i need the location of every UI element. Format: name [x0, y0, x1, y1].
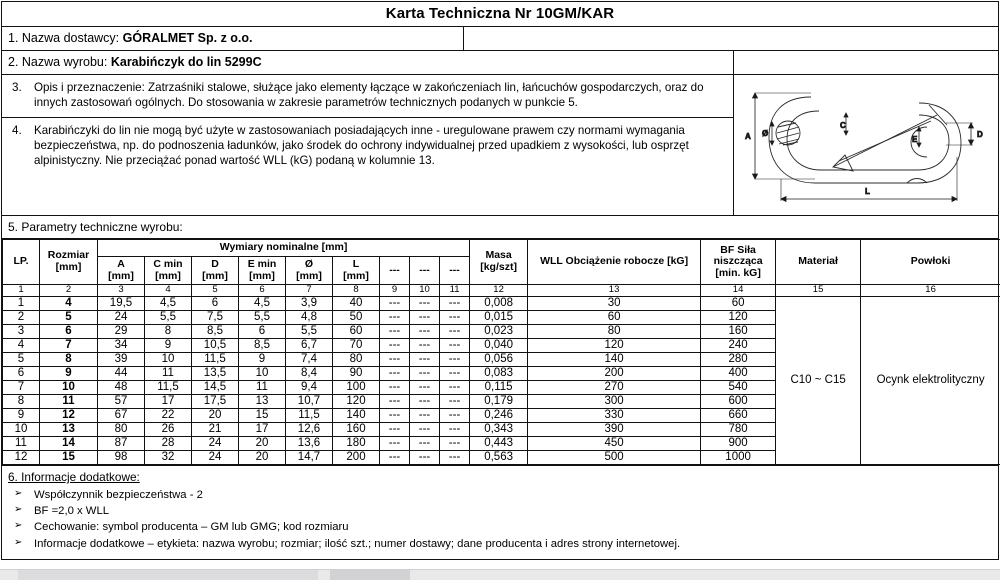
- colnum-5: 5: [192, 285, 239, 297]
- cell-d: 17,5: [192, 395, 239, 409]
- additional-info-section: [2, 465, 998, 558]
- parameters-table-body: [3, 297, 1000, 465]
- cell-wll: 60: [528, 311, 701, 325]
- additional-info-title: 6. Informacje dodatkowe:: [8, 470, 992, 484]
- cell-cmin: 4,5: [145, 297, 192, 311]
- cell-cmin: 22: [145, 409, 192, 423]
- supplier-value: GÓRALMET Sp. z o.o.: [123, 31, 253, 45]
- cell-bf: 600: [701, 395, 776, 409]
- cell-l: 70: [333, 339, 380, 353]
- header-l-line1: L: [334, 259, 378, 271]
- cell-emin: 4,5: [239, 297, 286, 311]
- cell-bf: 120: [701, 311, 776, 325]
- header-diameter-line2: [mm]: [287, 271, 331, 283]
- cell-cmin: 17: [145, 395, 192, 409]
- header-blank-11: ---: [440, 256, 470, 285]
- product-empty-cell: [734, 51, 998, 74]
- cell-emin: 5,5: [239, 311, 286, 325]
- cell-diameter: 10,7: [286, 395, 333, 409]
- description-number-3: 3.: [8, 80, 34, 111]
- cell-cmin: 8: [145, 325, 192, 339]
- taskbar-segment-2[interactable]: [330, 570, 410, 580]
- product-value: Karabińczyk do lin 5299C: [111, 55, 262, 69]
- supplier-cell: [2, 27, 464, 50]
- colnum-15: 15: [776, 285, 861, 297]
- cell-size: 5: [40, 311, 98, 325]
- cell-lp: 7: [3, 381, 40, 395]
- cell-diameter: 9,4: [286, 381, 333, 395]
- dim-label-D: D: [977, 130, 983, 139]
- cell-a: 44: [98, 367, 145, 381]
- cell-coating: Ocynk elektrolityczny: [861, 297, 1000, 465]
- cell-mass: 0,443: [470, 437, 528, 451]
- cell-emin: 13: [239, 395, 286, 409]
- cell-emin: 17: [239, 423, 286, 437]
- colnum-12: 12: [470, 285, 528, 297]
- cell-size: 14: [40, 437, 98, 451]
- cell-diameter: 6,7: [286, 339, 333, 353]
- cell-diameter: 8,4: [286, 367, 333, 381]
- cell-mass: 0,015: [470, 311, 528, 325]
- cell-blank11: ---: [440, 311, 470, 325]
- page-title: Karta Techniczna Nr 10GM/KAR: [2, 2, 998, 27]
- cell-l: 60: [333, 325, 380, 339]
- cell-emin: 20: [239, 451, 286, 465]
- cell-mass: 0,246: [470, 409, 528, 423]
- cell-cmin: 28: [145, 437, 192, 451]
- cell-wll: 200: [528, 367, 701, 381]
- cell-d: 24: [192, 437, 239, 451]
- header-diameter-line1: Ø: [287, 259, 331, 271]
- header-emin-line1: E min: [240, 259, 284, 271]
- header-blank-9: ---: [380, 256, 410, 285]
- cell-mass: 0,040: [470, 339, 528, 353]
- header-cmin-line1: C min: [146, 259, 190, 271]
- cell-a: 87: [98, 437, 145, 451]
- header-cmin-line2: [mm]: [146, 271, 190, 283]
- bullet-arrow-icon-2: ➢: [8, 504, 34, 518]
- colnum-13: 13: [528, 285, 701, 297]
- cell-blank11: ---: [440, 353, 470, 367]
- header-lp: LP.: [3, 240, 40, 285]
- cell-wll: 80: [528, 325, 701, 339]
- cell-size: 9: [40, 367, 98, 381]
- cell-blank9: ---: [380, 339, 410, 353]
- additional-info-item-3: [8, 520, 992, 534]
- colnum-4: 4: [145, 285, 192, 297]
- cell-size: 10: [40, 381, 98, 395]
- cell-mass: 0,115: [470, 381, 528, 395]
- snap-hook-technical-drawing-icon: [741, 75, 991, 215]
- cell-size: 13: [40, 423, 98, 437]
- header-size-line1: Rozmiar: [41, 250, 96, 262]
- cell-mass: 0,343: [470, 423, 528, 437]
- cell-cmin: 5,5: [145, 311, 192, 325]
- colnum-7: 7: [286, 285, 333, 297]
- cell-lp: 10: [3, 423, 40, 437]
- header-bf-line1: BF Siła: [702, 245, 774, 257]
- cell-blank10: ---: [410, 409, 440, 423]
- header-a-line2: [mm]: [99, 271, 143, 283]
- additional-info-item-1: [8, 488, 992, 502]
- cell-material: C10 ~ C15: [776, 297, 861, 465]
- cell-bf: 540: [701, 381, 776, 395]
- bullet-arrow-icon-3: ➢: [8, 520, 34, 534]
- cell-lp: 2: [3, 311, 40, 325]
- additional-info-text-4: Informacje dodatkowe – etykieta: nazwa wyrobu; rozmiar; ilość szt.; numer dostawy; dane producenta i adres strony internetowej.: [34, 537, 992, 551]
- cell-mass: 0,083: [470, 367, 528, 381]
- table-row: [3, 297, 1000, 311]
- cell-mass: 0,008: [470, 297, 528, 311]
- cell-bf: 900: [701, 437, 776, 451]
- header-emin-line2: [mm]: [240, 271, 284, 283]
- header-a-line1: A: [99, 259, 143, 271]
- cell-blank9: ---: [380, 409, 410, 423]
- cell-cmin: 9: [145, 339, 192, 353]
- cell-blank11: ---: [440, 325, 470, 339]
- cell-a: 39: [98, 353, 145, 367]
- cell-blank10: ---: [410, 325, 440, 339]
- drawing-column: [734, 75, 998, 215]
- dim-label-A: A: [745, 132, 751, 141]
- header-size: [40, 240, 98, 285]
- cell-wll: 270: [528, 381, 701, 395]
- description-text-4: Karabińczyki do lin nie mogą być użyte w zastosowaniach posiadających inne - uregulowane prawem czy normami wymagania bezpieczeństwa, np. do podnoszenia ładunków, jako środek do ochrony indywidualnej przed upadkiem z wysokości, lub osprzęt alpinistyczny. Nie przeciążać ponad wartość WLL (kG) podaną w kolumnie 13.: [34, 123, 725, 169]
- cell-l: 120: [333, 395, 380, 409]
- cell-emin: 11: [239, 381, 286, 395]
- cell-blank11: ---: [440, 339, 470, 353]
- cell-l: 50: [333, 311, 380, 325]
- cell-lp: 3: [3, 325, 40, 339]
- cell-blank10: ---: [410, 381, 440, 395]
- cell-a: 34: [98, 339, 145, 353]
- additional-info-item-2: [8, 504, 992, 518]
- cell-diameter: 14,7: [286, 451, 333, 465]
- additional-info-text-3: Cechowanie: symbol producenta – GM lub GMG; kod rozmiaru: [34, 520, 992, 534]
- table-column-number-row: [3, 285, 1000, 297]
- header-a: [98, 256, 145, 285]
- colnum-9: 9: [380, 285, 410, 297]
- header-diameter: [286, 256, 333, 285]
- cell-blank10: ---: [410, 311, 440, 325]
- colnum-1: 1: [3, 285, 40, 297]
- cell-blank11: ---: [440, 451, 470, 465]
- cell-emin: 6: [239, 325, 286, 339]
- cell-emin: 9: [239, 353, 286, 367]
- colnum-16: 16: [861, 285, 1000, 297]
- cell-a: 24: [98, 311, 145, 325]
- cell-a: 29: [98, 325, 145, 339]
- cell-a: 57: [98, 395, 145, 409]
- cell-blank9: ---: [380, 325, 410, 339]
- cell-lp: 5: [3, 353, 40, 367]
- cell-mass: 0,023: [470, 325, 528, 339]
- cell-cmin: 32: [145, 451, 192, 465]
- supplier-row: [2, 27, 998, 51]
- cell-wll: 500: [528, 451, 701, 465]
- cell-blank9: ---: [380, 437, 410, 451]
- cell-diameter: 3,9: [286, 297, 333, 311]
- cell-wll: 330: [528, 409, 701, 423]
- taskbar-segment-1[interactable]: [18, 570, 318, 580]
- cell-blank10: ---: [410, 423, 440, 437]
- cell-cmin: 26: [145, 423, 192, 437]
- colnum-6: 6: [239, 285, 286, 297]
- cell-d: 7,5: [192, 311, 239, 325]
- cell-wll: 30: [528, 297, 701, 311]
- colnum-8: 8: [333, 285, 380, 297]
- cell-blank11: ---: [440, 381, 470, 395]
- additional-info-text-1: Współczynnik bezpieczeństwa - 2: [34, 488, 992, 502]
- parameters-section-label: 5. Parametry techniczne wyrobu:: [2, 216, 998, 239]
- bullet-arrow-icon-1: ➢: [8, 488, 34, 502]
- header-blank-10: ---: [410, 256, 440, 285]
- description-text-3: Opis i przeznaczenie: Zatrzaśniki stalowe, służące jako elementy łączące w zakończeniach lin, łańcuchów gospodarczych, oraz do innych zastosowań ogólnych. Do stosowania w zakresie parametrów technicznych podanych w punkcie 5.: [34, 80, 725, 111]
- header-d-line1: D: [193, 259, 237, 271]
- cell-blank9: ---: [380, 395, 410, 409]
- cell-bf: 1000: [701, 451, 776, 465]
- header-group-nominal-dims: Wymiary nominalne [mm]: [98, 240, 470, 257]
- cell-blank9: ---: [380, 381, 410, 395]
- cell-mass: 0,179: [470, 395, 528, 409]
- header-mass-line1: Masa: [471, 250, 526, 262]
- cell-lp: 8: [3, 395, 40, 409]
- cell-size: 6: [40, 325, 98, 339]
- cell-wll: 300: [528, 395, 701, 409]
- cell-blank10: ---: [410, 353, 440, 367]
- cell-blank10: ---: [410, 367, 440, 381]
- cell-lp: 12: [3, 451, 40, 465]
- cell-lp: 9: [3, 409, 40, 423]
- cell-wll: 140: [528, 353, 701, 367]
- description-item-4: [2, 118, 733, 175]
- cell-l: 140: [333, 409, 380, 423]
- cell-bf: 60: [701, 297, 776, 311]
- cell-cmin: 10: [145, 353, 192, 367]
- cell-a: 67: [98, 409, 145, 423]
- supplier-label: 1. Nazwa dostawcy:: [8, 31, 119, 45]
- cell-blank9: ---: [380, 297, 410, 311]
- dim-label-L: L: [865, 187, 870, 196]
- cell-d: 8,5: [192, 325, 239, 339]
- cell-lp: 11: [3, 437, 40, 451]
- cell-blank9: ---: [380, 423, 410, 437]
- cell-blank11: ---: [440, 367, 470, 381]
- cell-wll: 390: [528, 423, 701, 437]
- header-wll: WLL Obciążenie robocze [kG]: [528, 240, 701, 285]
- cell-diameter: 7,4: [286, 353, 333, 367]
- os-taskbar[interactable]: [0, 569, 1000, 580]
- cell-blank9: ---: [380, 311, 410, 325]
- cell-wll: 450: [528, 437, 701, 451]
- header-bf-line3: [min. kG]: [702, 268, 774, 280]
- cell-bf: 160: [701, 325, 776, 339]
- parameters-table: [2, 239, 1000, 465]
- cell-l: 80: [333, 353, 380, 367]
- cell-size: 15: [40, 451, 98, 465]
- description-number-4: 4.: [8, 123, 34, 169]
- cell-lp: 1: [3, 297, 40, 311]
- cell-cmin: 11: [145, 367, 192, 381]
- cell-bf: 280: [701, 353, 776, 367]
- cell-blank10: ---: [410, 395, 440, 409]
- cell-bf: 660: [701, 409, 776, 423]
- cell-size: 7: [40, 339, 98, 353]
- cell-d: 14,5: [192, 381, 239, 395]
- cell-a: 98: [98, 451, 145, 465]
- cell-bf: 780: [701, 423, 776, 437]
- cell-diameter: 11,5: [286, 409, 333, 423]
- colnum-10: 10: [410, 285, 440, 297]
- supplier-empty-cell: [464, 27, 998, 50]
- table-header-row-1: [3, 240, 1000, 257]
- cell-diameter: 5,5: [286, 325, 333, 339]
- dim-label-C: C: [840, 121, 846, 130]
- cell-diameter: 12,6: [286, 423, 333, 437]
- cell-bf: 400: [701, 367, 776, 381]
- technical-data-sheet: [1, 1, 999, 560]
- header-size-line2: [mm]: [41, 262, 96, 274]
- cell-l: 90: [333, 367, 380, 381]
- colnum-2: 2: [40, 285, 98, 297]
- description-item-3: [2, 75, 733, 118]
- cell-cmin: 11,5: [145, 381, 192, 395]
- cell-a: 80: [98, 423, 145, 437]
- cell-d: 13,5: [192, 367, 239, 381]
- product-label: 2. Nazwa wyrobu:: [8, 55, 107, 69]
- cell-blank10: ---: [410, 297, 440, 311]
- dim-label-diameter: Ø: [762, 129, 768, 138]
- cell-diameter: 13,6: [286, 437, 333, 451]
- description-column: [2, 75, 734, 215]
- header-material: Materiał: [776, 240, 861, 285]
- header-mass-line2: [kg/szt]: [471, 262, 526, 274]
- dim-label-E: E: [912, 135, 918, 144]
- additional-info-text-2: BF =2,0 x WLL: [34, 504, 992, 518]
- cell-d: 10,5: [192, 339, 239, 353]
- header-bf: [701, 240, 776, 285]
- cell-blank11: ---: [440, 395, 470, 409]
- cell-blank10: ---: [410, 339, 440, 353]
- header-mass: [470, 240, 528, 285]
- header-d-line2: [mm]: [193, 271, 237, 283]
- cell-a: 48: [98, 381, 145, 395]
- cell-emin: 8,5: [239, 339, 286, 353]
- product-cell: [2, 51, 734, 74]
- cell-blank11: ---: [440, 409, 470, 423]
- cell-size: 4: [40, 297, 98, 311]
- cell-size: 12: [40, 409, 98, 423]
- bullet-arrow-icon-4: ➢: [8, 537, 34, 551]
- cell-l: 40: [333, 297, 380, 311]
- header-l: [333, 256, 380, 285]
- cell-blank9: ---: [380, 367, 410, 381]
- cell-emin: 15: [239, 409, 286, 423]
- cell-bf: 240: [701, 339, 776, 353]
- cell-blank11: ---: [440, 297, 470, 311]
- cell-diameter: 4,8: [286, 311, 333, 325]
- cell-d: 11,5: [192, 353, 239, 367]
- additional-info-item-4: [8, 537, 992, 551]
- colnum-14: 14: [701, 285, 776, 297]
- cell-emin: 20: [239, 437, 286, 451]
- cell-d: 21: [192, 423, 239, 437]
- description-section: [2, 75, 998, 216]
- colnum-3: 3: [98, 285, 145, 297]
- header-emin: [239, 256, 286, 285]
- cell-l: 100: [333, 381, 380, 395]
- header-d: [192, 256, 239, 285]
- cell-blank10: ---: [410, 437, 440, 451]
- header-l-line2: [mm]: [334, 271, 378, 283]
- header-coating: Powłoki: [861, 240, 1000, 285]
- cell-d: 20: [192, 409, 239, 423]
- cell-mass: 0,056: [470, 353, 528, 367]
- cell-blank11: ---: [440, 423, 470, 437]
- cell-wll: 120: [528, 339, 701, 353]
- cell-blank9: ---: [380, 353, 410, 367]
- cell-l: 160: [333, 423, 380, 437]
- cell-l: 200: [333, 451, 380, 465]
- header-bf-line2: niszcząca: [702, 256, 774, 268]
- cell-d: 6: [192, 297, 239, 311]
- cell-emin: 10: [239, 367, 286, 381]
- cell-lp: 4: [3, 339, 40, 353]
- cell-l: 180: [333, 437, 380, 451]
- cell-mass: 0,563: [470, 451, 528, 465]
- cell-d: 24: [192, 451, 239, 465]
- cell-blank10: ---: [410, 451, 440, 465]
- colnum-11: 11: [440, 285, 470, 297]
- cell-lp: 6: [3, 367, 40, 381]
- cell-blank9: ---: [380, 451, 410, 465]
- cell-size: 8: [40, 353, 98, 367]
- product-row: [2, 51, 998, 75]
- cell-blank11: ---: [440, 437, 470, 451]
- cell-size: 11: [40, 395, 98, 409]
- cell-a: 19,5: [98, 297, 145, 311]
- header-cmin: [145, 256, 192, 285]
